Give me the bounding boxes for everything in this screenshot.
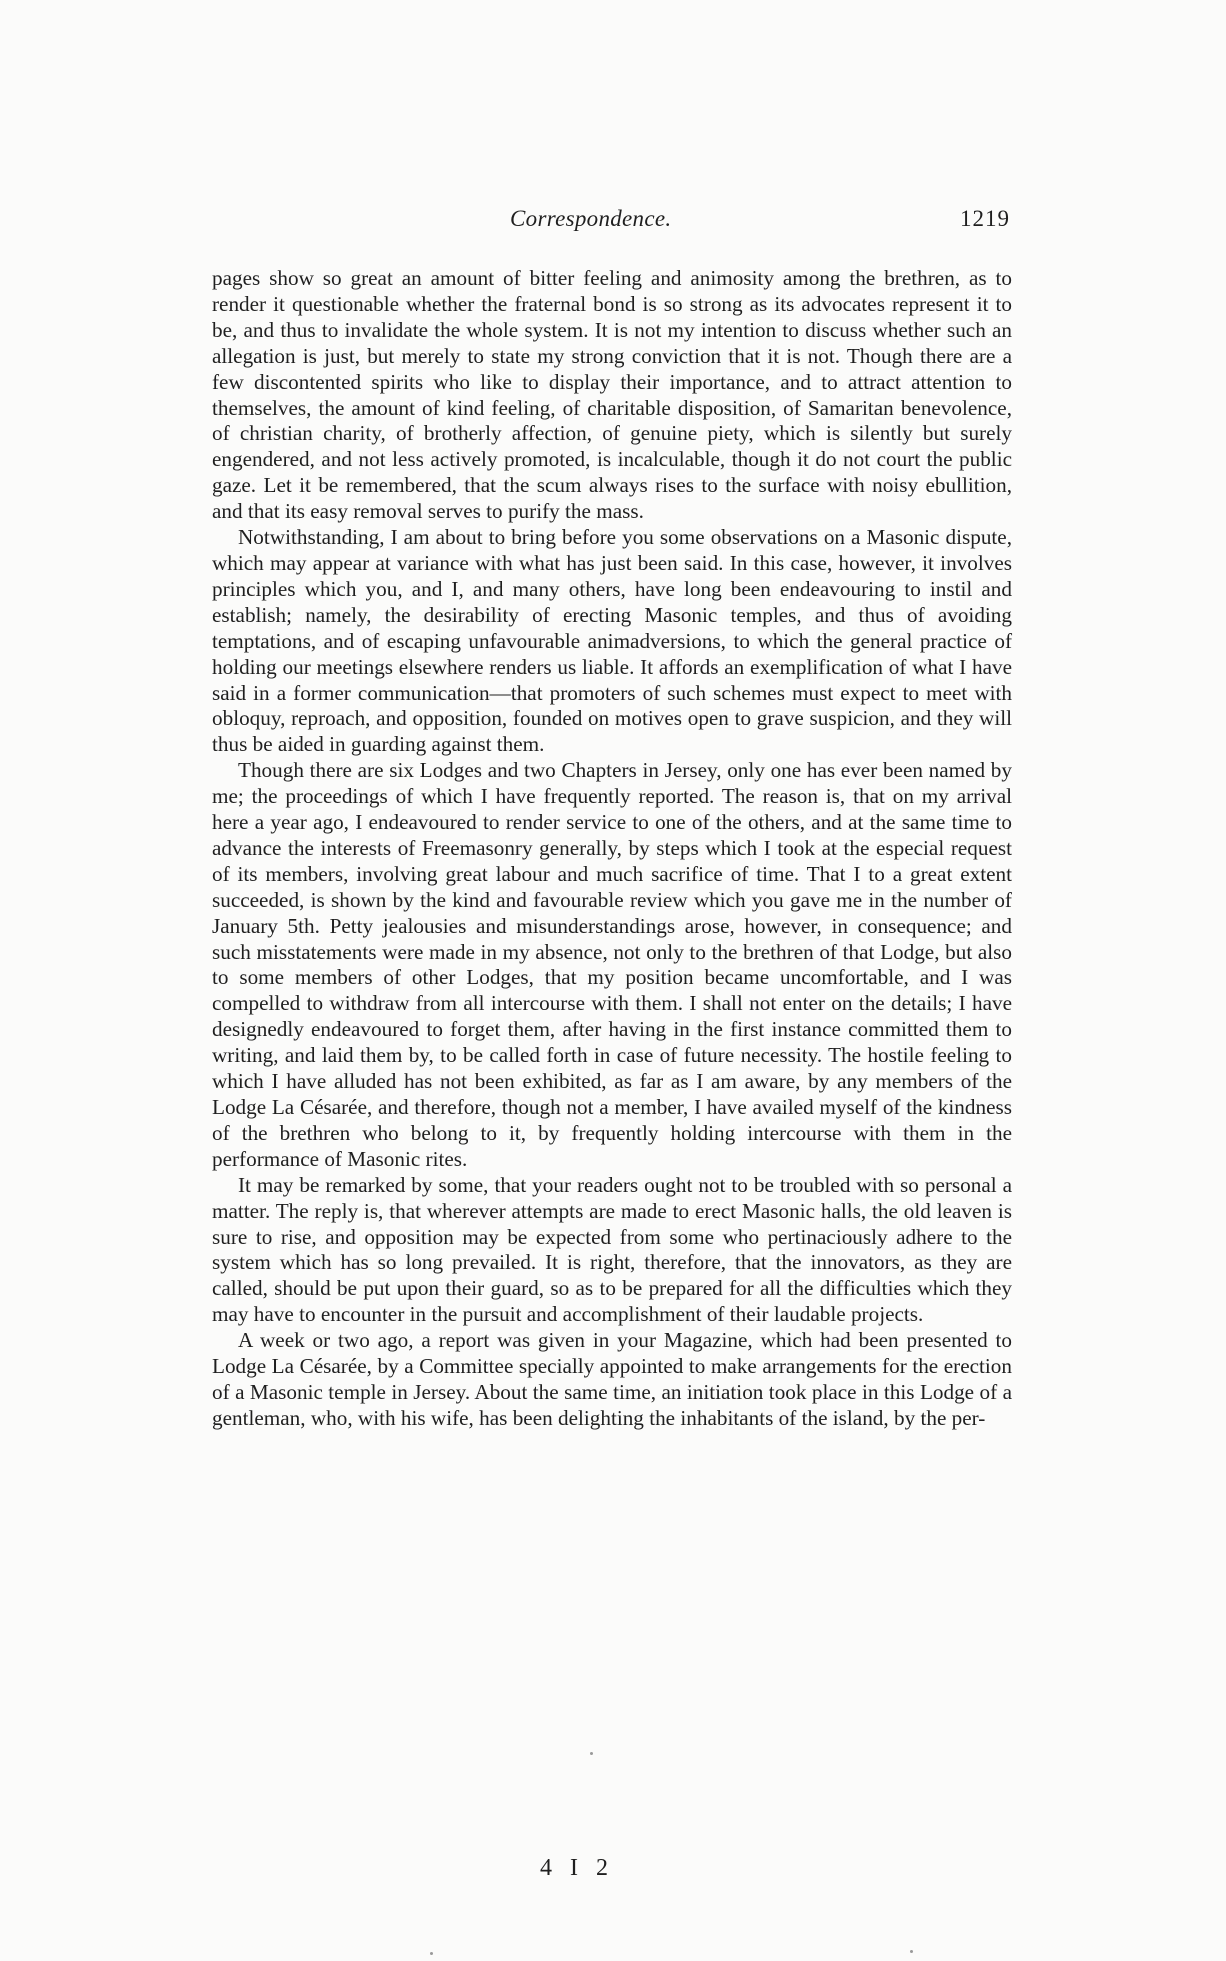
paper-speck xyxy=(910,1950,913,1953)
running-header xyxy=(210,206,1010,240)
body-text xyxy=(212,266,1012,1432)
paragraph-3: Though there are six Lodges and two Chapters in Jersey, only one has ever been named by me; the proceedings of which I have frequently reported. The reason is, that on my arrival here a year ago, I endeavoured to render service to one of the others, and at the same time to advance the interests of Freemasonry generally, by steps which I took at the especial request of its members, involving great labour and much sacrifice of time. That I to a great extent succeeded, is shown by the kind and favourable review which you gave me in the number of January 5th. Petty jealousies and misunderstandings arose, however, in consequence; and such misstatements were made in my absence, not only to the brethren of that Lodge, but also to some members of other Lodges, that my position became uncomfortable, and I was compelled to withdraw from all intercourse with them. I shall not enter on the details; I have designedly endeavoured to forget them, after having in the first instance committed them to writing, and laid them by, to be called forth in case of future necessity. The hostile feeling to which I have alluded has not been exhibited, as far as I am aware, by any members of the Lodge La Césarée, and therefore, though not a member, I have availed myself of the kindness of the brethren who belong to it, by frequently holding intercourse with them in the performance of Masonic rites. xyxy=(212,758,1012,1171)
paragraph-2: Notwithstanding, I am about to bring before you some observations on a Masonic dispute, which may appear at variance with what has just been said. In this case, however, it involves principles which you, and I, and many others, have long been endeavouring to instil and establish; namely, the desirability of erecting Masonic temples, and thus of avoiding temptations, and of escaping unfavourable animadversions, to which the general practice of holding our meetings elsewhere renders us liable. It affords an exemplification of what I have said in a former communication—that promoters of such schemes must expect to meet with obloquy, reproach, and opposition, founded on motives open to grave suspicion, and they will thus be aided in guarding against them. xyxy=(212,525,1012,757)
running-title: Correspondence. xyxy=(510,206,672,231)
paper-speck xyxy=(590,1752,593,1755)
signature-mark: 4 I 2 xyxy=(540,1855,614,1881)
paragraph-1: pages show so great an amount of bitter feeling and animosity among the brethren, as to render it questionable whether the fraternal bond is so strong as its advocates represent it to be, and thus to invalidate the whole system. It is not my intention to discuss whether such an allegation is just, but merely to state my strong conviction that it is not. Though there are a few discontented spirits who like to display their importance, and to attract attention to themselves, the amount of kind feeling, of charitable disposition, of Samaritan benevolence, of christian charity, of brotherly affection, of genuine piety, which is silently but surely engendered, and not less actively promoted, is incalculable, though it do not court the public gaze. Let it be remembered, that the scum always rises to the surface with noisy ebullition, and that its easy removal serves to purify the mass. xyxy=(212,266,1012,524)
paper-speck xyxy=(430,1952,433,1955)
paragraph-5: A week or two ago, a report was given in your Magazine, which had been presented to Lodge La Césarée, by a Committee specially appointed to make arrangements for the erection of a Masonic temple in Jersey. About the same time, an initiation took place in this Lodge of a gentleman, who, with his wife, has been delighting the inhabitants of the island, by the per- xyxy=(212,1328,1012,1430)
page-number: 1219 xyxy=(960,206,1010,231)
paragraph-4: It may be remarked by some, that your readers ought not to be troubled with so personal a matter. The reply is, that wherever attempts are made to erect Masonic halls, the old leaven is sure to rise, and opposition may be expected from some who pertinaciously adhere to the system which has so long prevailed. It is right, therefore, that the innovators, as they are called, should be put upon their guard, so as to be prepared for all the difficulties which they may have to encounter in the pursuit and accomplishment of their laudable projects. xyxy=(212,1172,1012,1327)
